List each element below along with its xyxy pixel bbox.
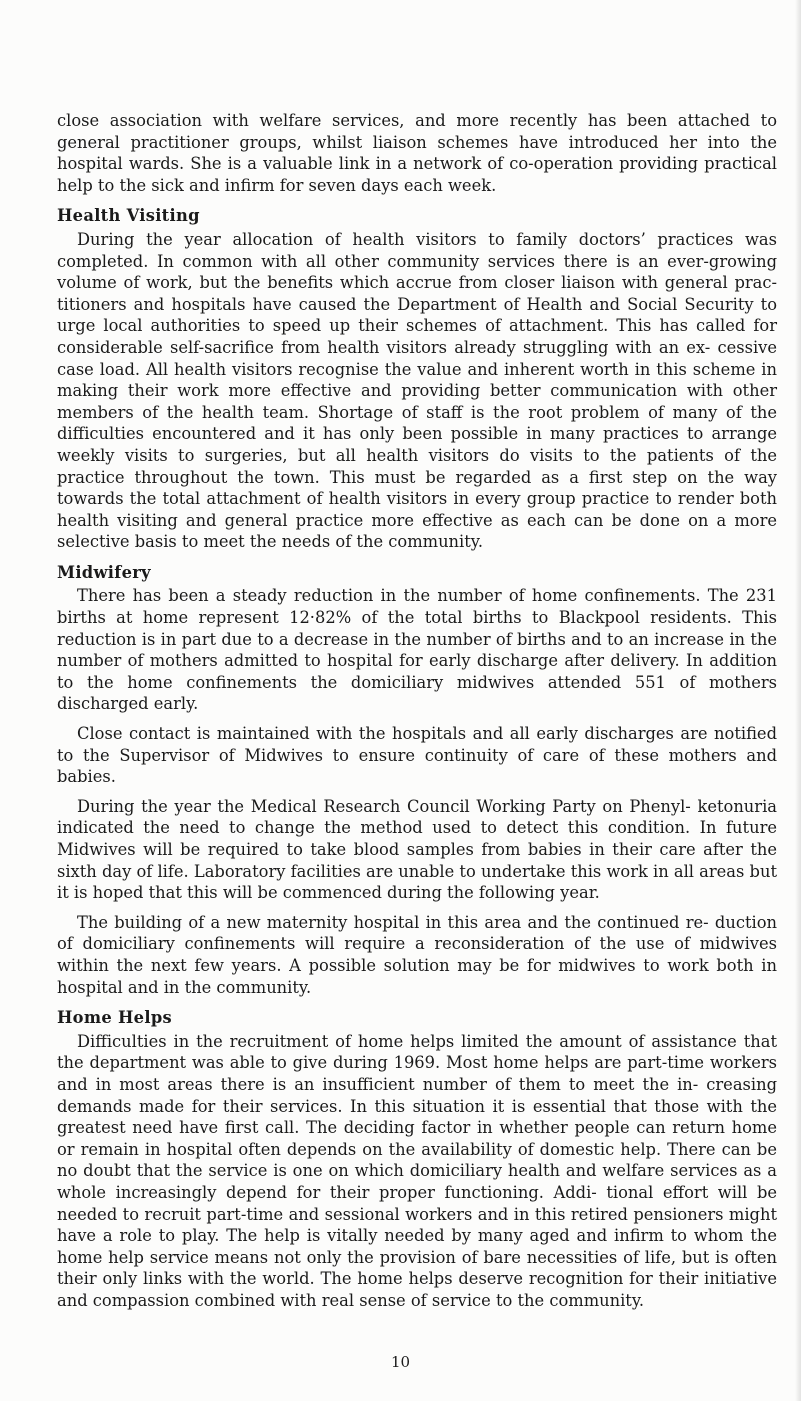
midwifery-paragraph-4: The building of a new maternity hospital in this area and the continued re- duction of domiciliary confinements will require a reconsideration of the use of midwives within the next few years. A possible solution may be for midwives to work both in hospital and in the community. <box>57 912 777 997</box>
section-heading-midwifery: Midwifery <box>57 562 151 582</box>
section-heading-home-helps: Home Helps <box>57 1008 172 1028</box>
opening-paragraph: close association with welfare services, and more recently has been attached to general practitioner groups, whilst liaison schemes have introduced her into the hospital wards. She is a valuable link in a network of co-operation providing practical help to the sick and infirm for seven days each week. <box>57 111 777 195</box>
home-helps-paragraph-1: Difficulties in the recruitment of home helps limited the amount of assistance that the department was able to give during 1969. Most home helps are part-time workers and in most areas there is an insufficient number of them to meet the in- creasing demands made for their services. In this situation it is essential that those with the greatest need have first call. The deciding factor in whether people can return home or remain in hospital often depends on the availability of domestic help. There can be no doubt that the service is one on which domiciliary health and welfare services as a whole increasingly depend for their proper functioning. Addi- tional effort will be needed to recruit part-time and sessional workers and in this retired pensioners might have a role to play. The help is vitally needed by many aged and infirm to whom the home help service means not only the provision of bare necessities of life, but is often their only links with the world. The home helps deserve recognition for their initiative and compassion combined with real sense of service to the community. <box>57 1031 777 1310</box>
page-edge-shadow <box>795 0 801 1401</box>
midwifery-paragraph-3: During the year the Medical Research Council Working Party on Phenyl- ketonuria indicated the need to change the method used to detect this condition. In future Midwives will be required to take blood samples from babies in their care after the sixth day of life. Laboratory facilities are unable to undertake this work in all areas but it is hoped that this will be commenced during the following year. <box>57 796 777 903</box>
health-visiting-paragraph-1: During the year allocation of health visitors to family doctors’ practices was completed. In common with all other community services there is an ever-growing volume of work, but the benefits which accrue from closer liaison with general prac- titioners and hospitals have caused the Department of Health and Social Security to urge local authorities to speed up their schemes of attachment. This has called for considerable self-sacrifice from health visitors already struggling with an ex- cessive case load. All health visitors recognise the value and inherent worth in this scheme in making their work more effective and providing better communication with other members of the health team. Shortage of staff is the root problem of many of the difficulties encountered and it has only been possible in many practices to arrange weekly visits to surgeries, but all health visitors do visits to the patients of the practice throughout the town. This must be regarded as a first step on the way towards the total attachment of health visitors in every group practice to render both health visiting and general practice more effective as each can be done on a more selective basis to meet the needs of the community. <box>57 229 777 552</box>
document-body <box>57 110 777 1311</box>
midwifery-paragraph-1: There has been a steady reduction in the number of home confinements. The 231 births at home represent 12·82% of the total births to Blackpool residents. This reduction is in part due to a decrease in the number of births and to an increase in the number of mothers admitted to hospital for early discharge after delivery. In addition to the home confinements the domiciliary midwives attended 551 of mothers discharged early. <box>57 586 777 714</box>
section-heading-health-visiting: Health Visiting <box>57 206 200 226</box>
midwifery-paragraph-2: Close contact is maintained with the hospitals and all early discharges are notified to the Supervisor of Midwives to ensure continuity of care of these mothers and babies. <box>57 724 777 787</box>
page-number: 10 <box>390 1353 411 1371</box>
